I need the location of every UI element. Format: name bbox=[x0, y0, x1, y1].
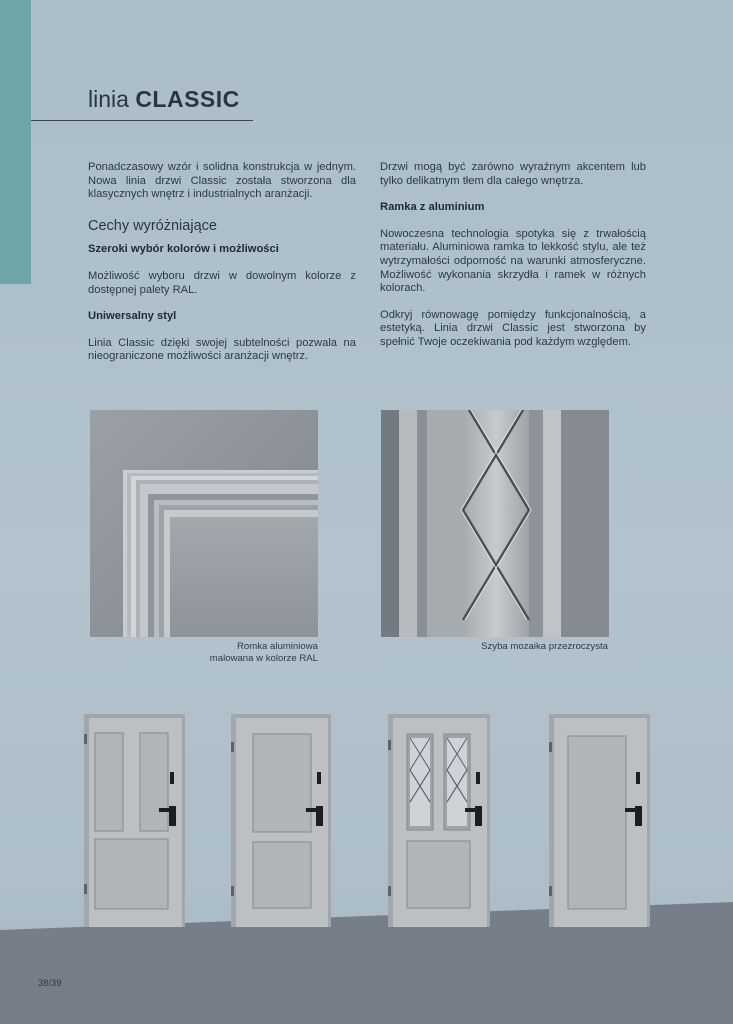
caption-line: malowana w kolorze RAL bbox=[209, 653, 318, 664]
right-text-column bbox=[380, 161, 646, 350]
page-number: 38/39 bbox=[38, 977, 62, 988]
feature-heading-style: Uniwersalny styl bbox=[88, 310, 177, 323]
title-bold: CLASSIC bbox=[135, 86, 240, 112]
door-four-panel bbox=[84, 714, 185, 927]
caption-line: Romka aluminiowa bbox=[236, 641, 318, 652]
feature-text-colors: Możliwość wyboru drzwi w dowolnym kolorze z dostępnej palety RAL. bbox=[88, 269, 356, 296]
door-two-panel bbox=[231, 714, 331, 927]
page-title bbox=[88, 86, 240, 113]
title-underline bbox=[31, 120, 253, 121]
mosaic-glass-caption: Szyba mozaika przezroczysta bbox=[481, 641, 608, 652]
feature-heading-aluminium: Ramka z aluminium bbox=[380, 201, 485, 214]
aluminium-frame-photo bbox=[90, 410, 318, 637]
accent-paragraph: Drzwi mogą być zarówno wyraźnym akcentem lub tylko delikatnym tłem dla całego wnętrza. bbox=[380, 161, 646, 187]
door-mosaic-glass bbox=[388, 714, 490, 927]
feature-heading-colors: Szeroki wybór kolorów i możliwości bbox=[88, 243, 279, 256]
door-single-panel bbox=[549, 714, 650, 927]
closing-paragraph: Odkryj równowagę pomiędzy funkcjonalnością, a estetyką. Linia drzwi Classic jest stworzona by spełnić Twoje oczekiwania pod każdym względem. bbox=[380, 308, 646, 348]
left-text-column bbox=[88, 161, 356, 364]
features-heading: Cechy wyróżniające bbox=[88, 217, 217, 234]
feature-text-style: Linia Classic dzięki swojej subtelności pozwala na nieograniczone możliwości aranżacji wnętrz. bbox=[88, 336, 356, 363]
mosaic-glass-photo bbox=[381, 410, 609, 637]
aluminium-frame-caption bbox=[180, 641, 318, 665]
feature-text-aluminium: Nowoczesna technologia spotyka się z trwałością materiału. Aluminiowa ramka to lekkość stylu, ale też wytrzymałości odporność na warunki atmosferyczne. Możliwość wykonania skrzydła i ramek w różnych kolorach. bbox=[380, 227, 646, 295]
title-light: linia bbox=[88, 86, 129, 112]
intro-paragraph: Ponadczasowy wzór i solidna konstrukcja w jednym. Nowa linia drzwi Classic została stworzona dla klasycznych wnętrz i industrialnych aranżacji. bbox=[88, 161, 356, 201]
accent-bar bbox=[0, 0, 31, 284]
